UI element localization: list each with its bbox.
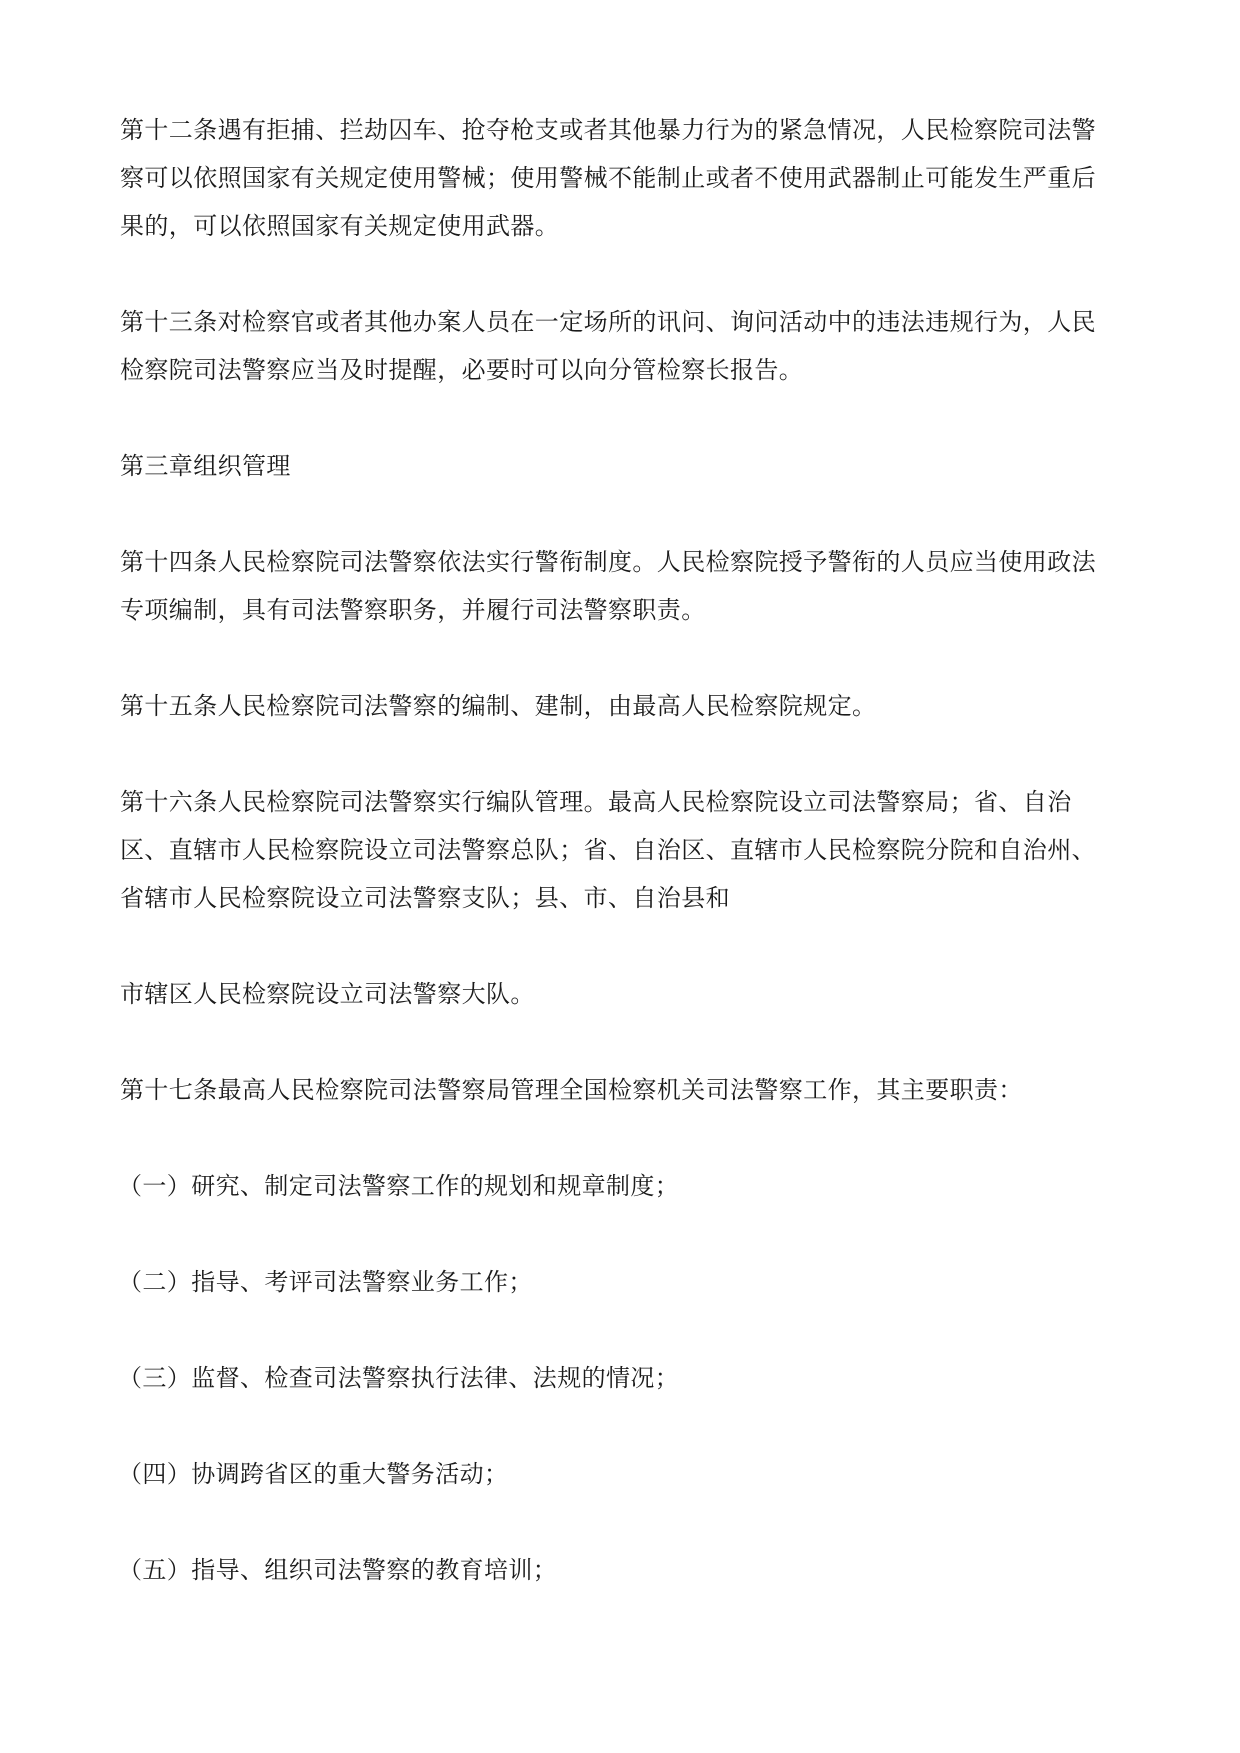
chapter-heading: 第三章组织管理 — [120, 452, 291, 480]
paragraph-article-16: 第十六条人民检察院司法警察实行编队管理。最高人民检察院设立司法警察局；省、自治区、直辖市人民检察院设立司法警察总队；省、自治区、直辖市人民检察院分院和自治州、省辖市人民检察院设立司法警察支队；县、市、自治县和 — [120, 788, 1096, 912]
paragraph-article-16-continued: 市辖区人民检察院设立司法警察大队。 — [120, 980, 535, 1008]
paragraph-article-13: 第十三条对检察官或者其他办案人员在一定场所的讯问、询问活动中的违法违规行为，人民检察院司法警察应当及时提醒，必要时可以向分管检察长报告。 — [120, 308, 1096, 384]
list-item-3: （三）监督、检查司法警察执行法律、法规的情况； — [118, 1364, 680, 1392]
list-item-5: （五）指导、组织司法警察的教育培训； — [118, 1556, 558, 1584]
paragraph-article-12: 第十二条遇有拒捕、拦劫囚车、抢夺枪支或者其他暴力行为的紧急情况，人民检察院司法警察可以依照国家有关规定使用警械；使用警械不能制止或者不使用武器制止可能发生严重后果的，可以依照国家有关规定使用武器。 — [120, 116, 1096, 240]
list-item-4: （四）协调跨省区的重大警务活动； — [118, 1460, 509, 1488]
paragraph-article-15: 第十五条人民检察院司法警察的编制、建制，由最高人民检察院规定。 — [120, 692, 877, 720]
paragraph-article-17: 第十七条最高人民检察院司法警察局管理全国检察机关司法警察工作，其主要职责： — [120, 1076, 1023, 1104]
list-item-1: （一）研究、制定司法警察工作的规划和规章制度； — [118, 1172, 680, 1200]
list-item-2: （二）指导、考评司法警察业务工作； — [118, 1268, 533, 1296]
paragraph-article-14: 第十四条人民检察院司法警察依法实行警衔制度。人民检察院授予警衔的人员应当使用政法专项编制，具有司法警察职务，并履行司法警察职责。 — [120, 548, 1096, 624]
